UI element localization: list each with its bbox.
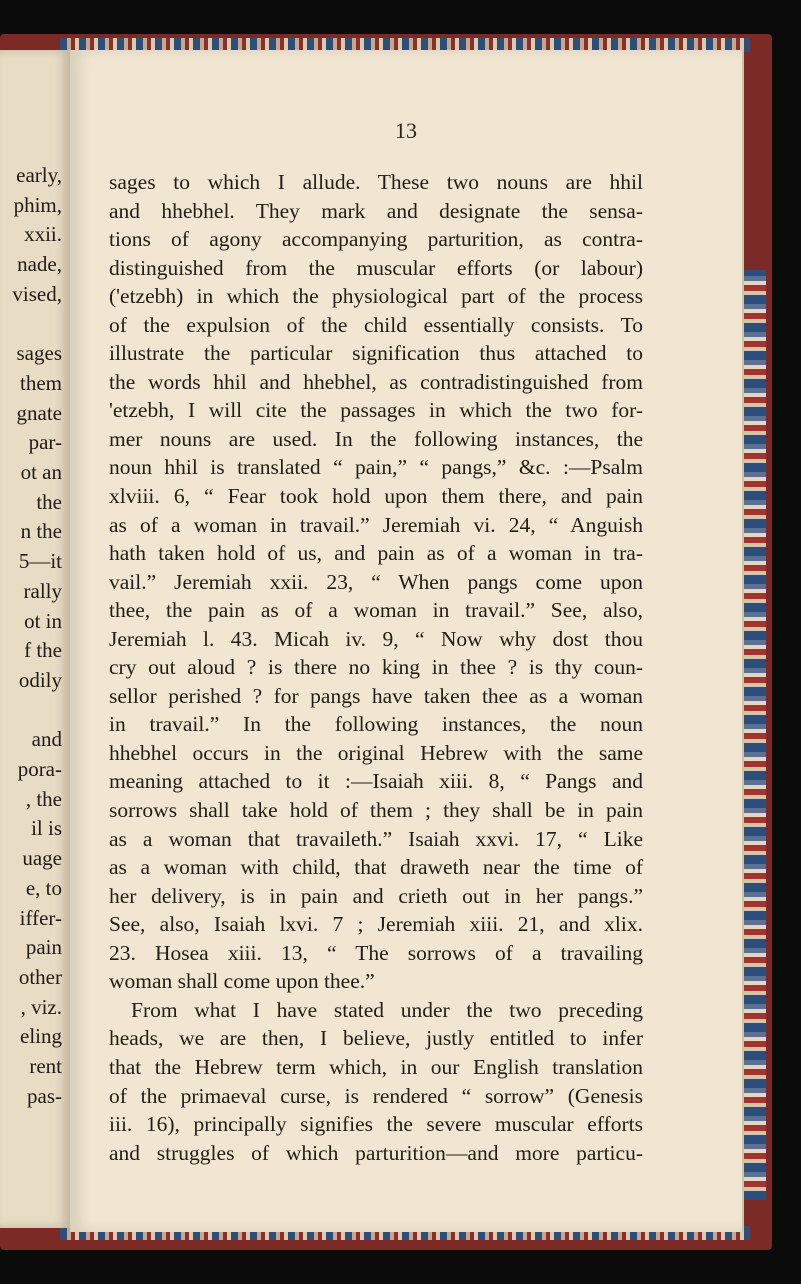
facing-page-fragment [0,50,70,1228]
text-line: in travail.” In the following instances, the noun [109,712,643,737]
text-line: and struggles of which parturition—and more particu- [109,1140,643,1165]
facing-page-line: n the [20,519,62,544]
text-line: From what I have stated under the two preceding [131,997,643,1022]
facing-page-line: il is [31,816,62,841]
text-line: mer nouns are used. In the following instances, the [109,426,643,451]
page-body [109,168,643,1167]
facing-page-line: ot in [24,608,62,633]
facing-page-line: iffer- [19,905,62,930]
text-line: vail.” Jeremiah xxii. 23, “ When pangs come upon [109,569,643,594]
text-line: 'etzebh, I will cite the passages in which the two for- [109,398,643,423]
text-line: of the expulsion of the child essentially consists. To [109,312,643,337]
facing-page-line: rent [29,1054,62,1078]
facing-page-line: sages [16,341,62,366]
text-line: her delivery, is in pain and crieth out in her pangs.” [109,883,643,908]
facing-page-line: odily [18,667,62,692]
facing-page-line: e, to [25,875,62,900]
text-line: illustrate the particular signification thus attached to [109,341,643,366]
facing-page-line: pain [25,935,62,960]
facing-page-line: , viz. [20,994,62,1019]
facing-page-line: par- [28,430,62,455]
text-line: as of a woman in travail.” Jeremiah vi. 24, “ Anguish [109,512,643,537]
text-line: and hhebhel. They mark and designate the sensa- [109,198,643,223]
facing-page-line: other [18,964,62,989]
book-page [70,50,742,1232]
facing-page-line: pas- [27,1083,62,1108]
text-line: ('etzebh) in which the physiological part of the process [109,284,643,309]
text-line: 23. Hosea xiii. 13, “ The sorrows of a travailing [109,940,643,965]
text-line: of the primaeval curse, is rendered “ sorrow” (Genesis [109,1083,643,1108]
facing-page-line: f the [24,638,62,663]
facing-page-line: the [36,489,62,514]
text-line: as a woman that travaileth.” Isaiah xxvi. 17, “ Like [109,826,643,851]
facing-page-line: ot an [20,460,62,484]
text-line: tions of agony accompanying parturition, as contra- [109,227,643,252]
text-line: sellor perished ? for pangs have taken thee as a woman [109,683,643,708]
text-line: iii. 16), principally signifies the severe muscular efforts [109,1112,643,1137]
text-line: xlviii. 6, “ Fear took hold upon them there, and pain [109,484,643,509]
text-line: sorrows shall take hold of them ; they shall be in pain [109,798,643,823]
facing-page-line: gnate [16,400,62,425]
facing-page-line: vised, [12,281,62,306]
text-line: hath taken hold of us, and pain as of a woman in tra- [109,541,643,566]
facing-page-line: them [20,370,62,395]
text-line: thee, the pain as of a woman in travail.” See, also, [109,598,643,623]
facing-page-line: xxii. [24,222,62,247]
text-line: that the Hebrew term which, in our English translation [109,1054,643,1079]
facing-page-line: pora- [17,757,62,781]
facing-page-line: , the [25,786,62,811]
text-line: hhebhel occurs in the original Hebrew with the same [109,740,643,765]
facing-page-line: uage [22,846,62,871]
facing-page-line: rally [23,578,62,603]
text-line: sages to which I allude. These two nouns are hhil [109,170,643,194]
text-line: woman shall come upon thee.” [109,969,375,994]
marbled-edge-right [744,270,766,1200]
text-line: cry out aloud ? is there no king in thee ? is thy coun- [109,655,643,680]
text-line: distinguished from the muscular efforts (or labour) [109,255,643,280]
text-line: meaning attached to it :—Isaiah xiii. 8, “ Pangs and [109,769,643,794]
facing-page-line: nade, [17,252,62,277]
facing-page-line: and [31,727,62,752]
text-line: the words hhil and hhebhel, as contradistinguished from [109,369,643,394]
facing-page-line: early, [16,163,62,187]
facing-page-line: eling [20,1024,62,1049]
facing-page-line: phim, [13,192,62,217]
text-line: heads, we are then, I believe, justly entitled to infer [109,1026,643,1051]
text-line: See, also, Isaiah lxvi. 7 ; Jeremiah xiii. 21, and xlix. [109,912,643,937]
text-line: noun hhil is translated “ pain,” “ pangs,” &c. :—Psalm [109,455,643,480]
text-line: Jeremiah l. 43. Micah iv. 9, “ Now why dost thou [109,626,643,651]
text-line: as a woman with child, that draweth near the time of [109,855,643,880]
facing-page-line: 5—it [18,549,62,574]
page-number: 13 [395,118,417,143]
